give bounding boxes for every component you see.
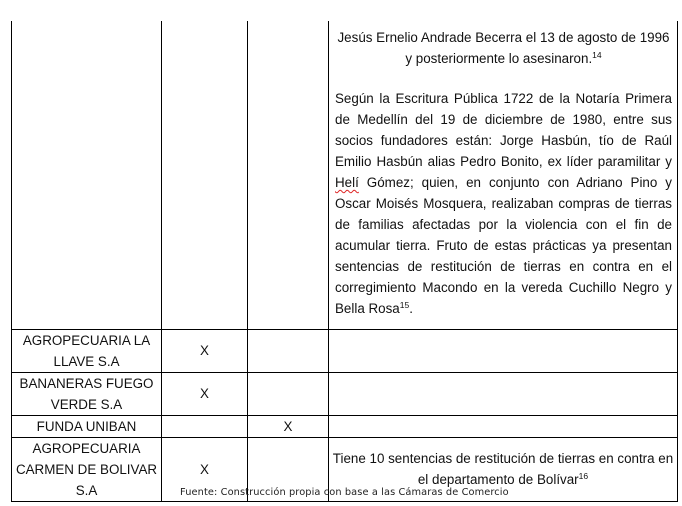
table-row (12, 329, 678, 372)
mark-cell-col3: X (248, 415, 329, 437)
paragraph-text: Según la Escritura Pública 1722 de la Notaría Primera de Medellín del 19 de diciembre de 1980, entre sus socios fundadores están: Jorge Hasbún, tío de Raúl Emilio Hasbún alias Pedro Bonito, ex líder paramilitar y (335, 91, 672, 169)
mark-cell-col3 (248, 329, 329, 372)
company-cell: AGROPECUARIA LA LLAVE S.A (12, 329, 162, 372)
footnote-marker: 15 (399, 300, 410, 310)
table-caption: Fuente: Construcción propia con base a las Cámaras de Comercio (180, 487, 509, 498)
description-cell (329, 21, 678, 329)
paragraph-end: . (409, 301, 413, 316)
mark-cell-col2: X (162, 437, 248, 501)
company-cell: FUNDA UNIBAN (12, 415, 162, 437)
spellcheck-flagged-word[interactable]: Helí (335, 175, 359, 190)
mark-cell-col3 (248, 21, 329, 329)
mark-cell-col2: X (162, 372, 248, 415)
table-row (12, 415, 678, 437)
company-cell: AGROPECUARIA CARMEN DE BOLIVAR S.A (12, 437, 162, 501)
description-cell (329, 329, 678, 372)
company-cell: BANANERAS FUEGO VERDE S.A (12, 372, 162, 415)
table-row (12, 372, 678, 415)
footnote-marker: 14 (592, 50, 602, 60)
description-paragraph-2 (335, 88, 672, 319)
company-table (11, 21, 678, 502)
company-cell (12, 21, 162, 329)
footnote-marker: 16 (578, 471, 589, 481)
mark-cell-col2 (162, 415, 248, 437)
description-text (329, 21, 677, 325)
mark-cell-col3 (248, 372, 329, 415)
page-edge-mark (677, 487, 678, 497)
description-cell (329, 372, 678, 415)
mark-cell-col2 (162, 21, 248, 329)
description-paragraph-1 (335, 27, 672, 69)
paragraph-text: Jesús Ernelio Andrade Becerra el 13 de agosto de 1996 y posteriormente lo asesinaron. (337, 30, 670, 66)
note-text: Tiene 10 sentencias de restitución de tierras en contra en el departamento de Bolívar (332, 451, 674, 487)
paragraph-text: Gómez; quien, en conjunto con Adriano Pino y Oscar Moisés Mosquera, realizaban compras de tierras de familias afectadas por la violencia con el fin de acumular tierra. Fruto de estas prácticas ya presentan sentencias de restitución de tierras en contra en el corregimiento Macondo en la vereda Cuchillo Negro y Bella Rosa (335, 175, 672, 316)
description-cell (329, 415, 678, 437)
table-row (12, 21, 678, 329)
mark-cell-col2: X (162, 329, 248, 372)
